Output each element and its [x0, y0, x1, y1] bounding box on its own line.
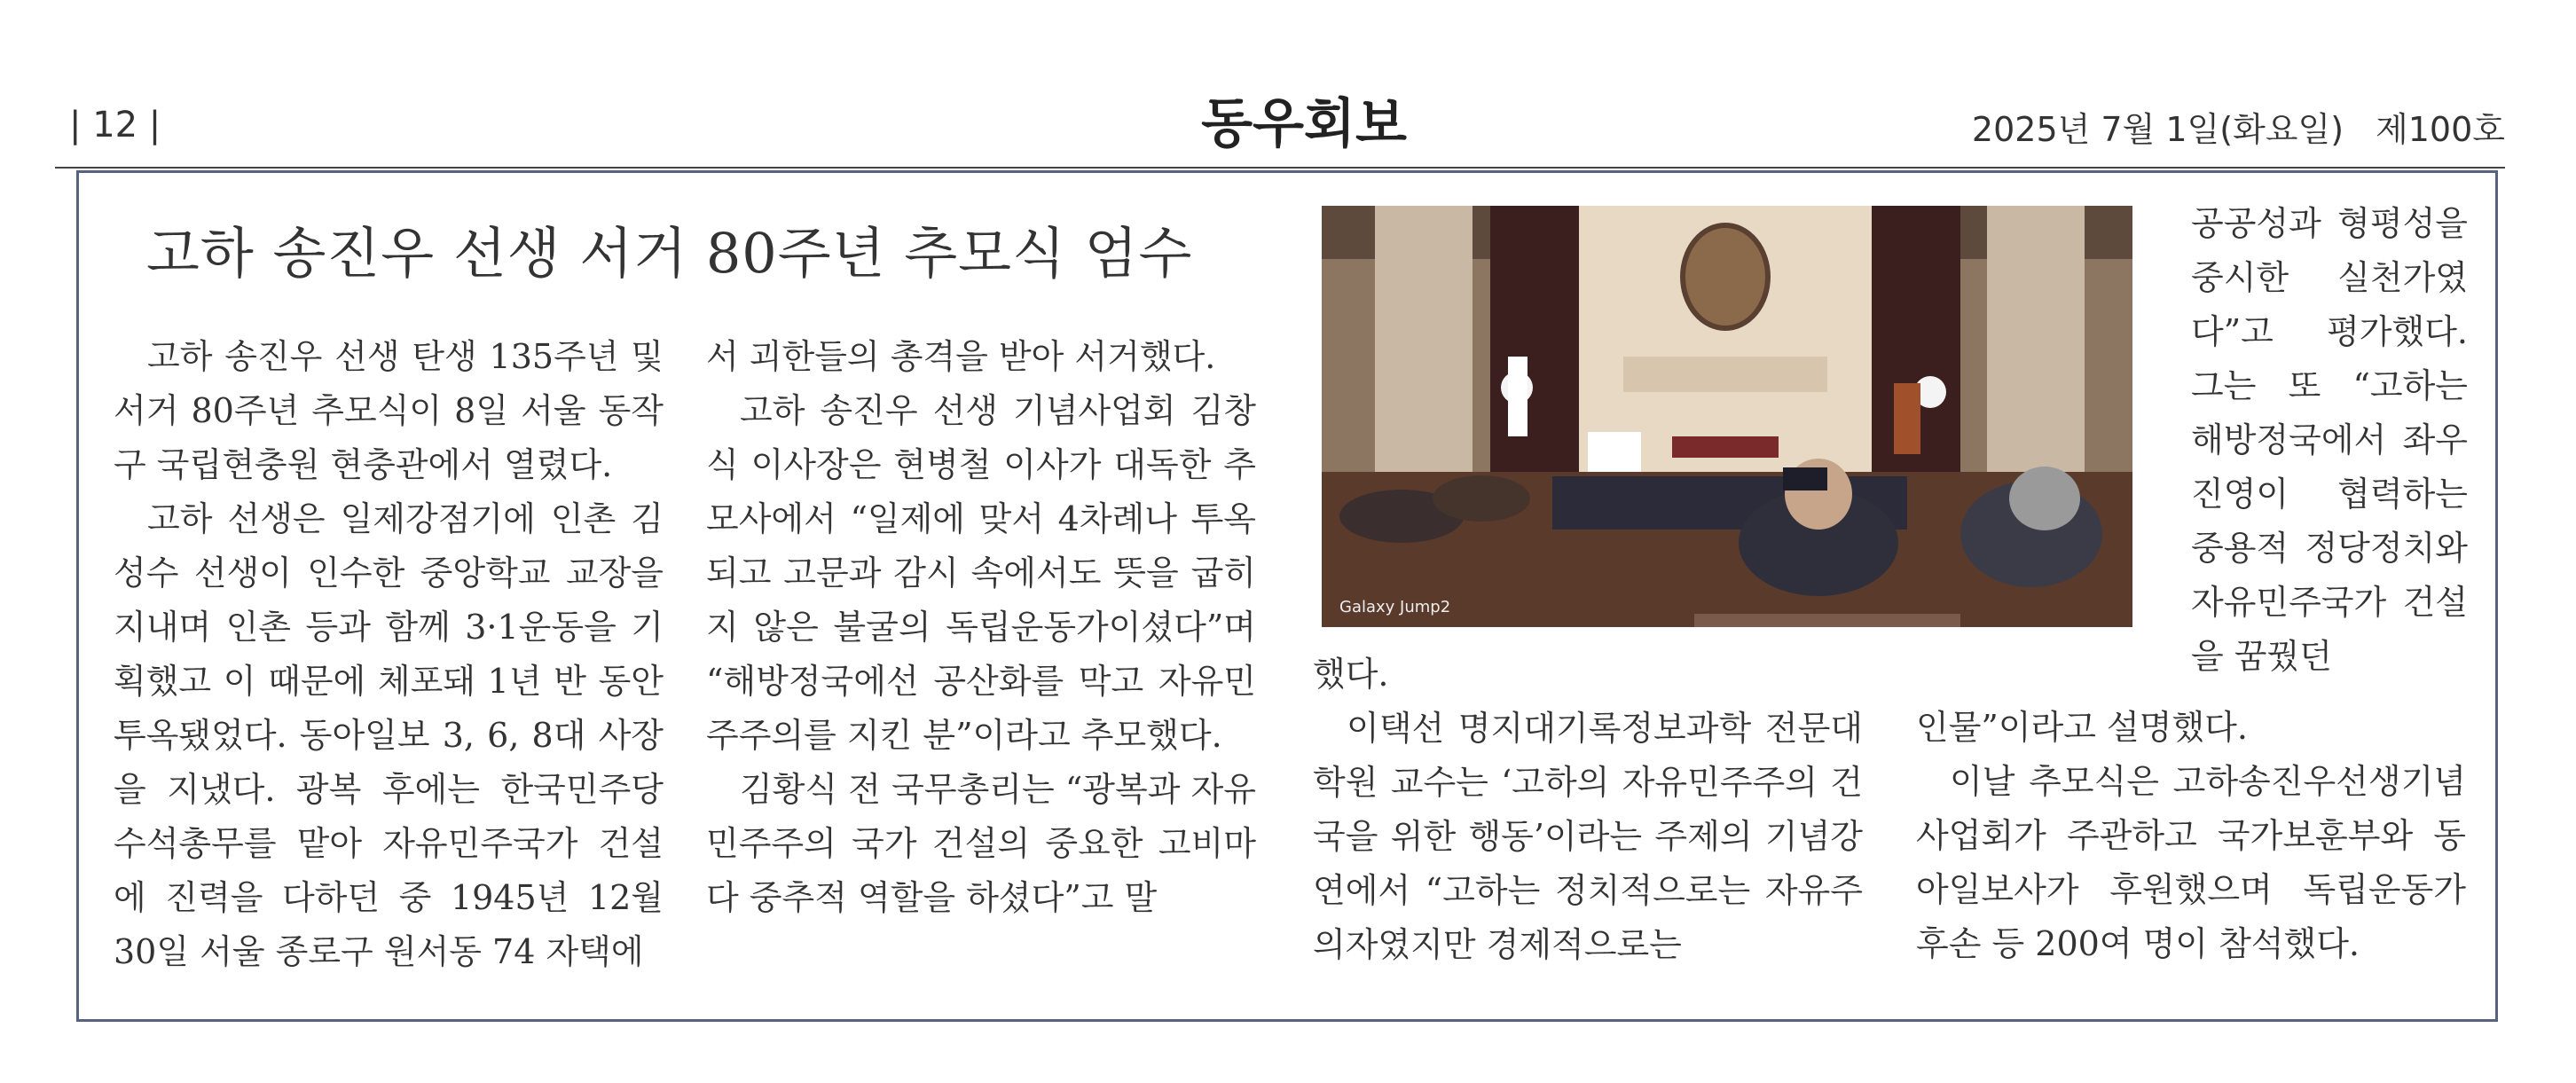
- article-headline: 고하 송진우 선생 서거 80주년 추모식 엄수: [146, 221, 1193, 286]
- article-column-4-top: [2191, 197, 2468, 684]
- ceremony-photo: [1322, 206, 2132, 627]
- paragraph: 김황식 전 국무총리는 “광복과 자유민주주의 국가 건설의 중요한 고비마다 중추적 역할을 하셨다”고 말: [706, 770, 1256, 917]
- paragraph: 이택선 명지대기록정보과학 전문대학원 교수는 ‘고하의 자유민주주의 건국을 위한 행동’이라는 주제의 기념강연에서 “고하는 정치적으로는 자유주의자였지만 경제적으로는: [1313, 709, 1863, 964]
- paragraph: 서 괴한들의 총격을 받아 서거했다.: [706, 337, 1216, 376]
- article-column-3: [1313, 647, 1863, 972]
- issue-date: 2025년 7월 1일(화요일): [1971, 110, 2344, 149]
- paragraph: 이날 추모식은 고하송진우선생기념사업회가 주관하고 국가보훈부와 동아일보사가 후원했으며 독립운동가 후손 등 200여 명이 참석했다.: [1916, 762, 2466, 963]
- issue-number: 제100호: [2376, 110, 2505, 149]
- paragraph: 고하 선생은 일제강점기에 인촌 김성수 선생이 인수한 중앙학교 교장을 지내며 인촌 등과 함께 3·1운동을 기획했고 이 때문에 체포돼 1년 반 동안 투옥됐었다. 동아일보 3, 6, 8대 사장을 지냈다. 광복 후에는 한국민주당 수석총무를 맡아 자유민주국가 건설에 진력을 다하던 중 1945년 12월 30일 서울 종로구 원서동 74 자택에: [114, 499, 664, 971]
- issue-info: [1972, 102, 2505, 151]
- header-rule: [55, 167, 2505, 169]
- article-column-2: [706, 330, 1256, 925]
- paragraph: 고하 송진우 선생 탄생 135주년 및 서거 80주년 추모식이 8일 서울 동작구 국립현충원 현충관에서 열렸다.: [114, 337, 664, 484]
- photo-watermark: Galaxy Jump2: [1339, 598, 1451, 616]
- paragraph: 고하 송진우 선생 기념사업회 김창식 이사장은 현병철 이사가 대독한 추모사에서 “일제에 맞서 4차례나 투옥되고 고문과 감시 속에서도 뜻을 굽히지 않은 불굴의 독립운동가이셨다”며 “해방정국에선 공산화를 막고 자유민주주의를 지킨 분”이라고 추모했다.: [706, 391, 1256, 755]
- ceremony-photo-illustration: [1322, 206, 2132, 627]
- paragraph: 했다.: [1313, 655, 1389, 694]
- paragraph: 공공성과 형평성을 중시한 실천가였다”고 평가했다. 그는 또 “고하는 해방정국에서 좌우진영이 협력하는 중용적 정당정치와 자유민주국가 건설을 꿈꿨던: [2191, 204, 2468, 676]
- article-column-4-bottom: [1916, 701, 2466, 971]
- article-column-1: [114, 330, 664, 979]
- paragraph: 인물”이라고 설명했다.: [1916, 708, 2248, 747]
- newspaper-title: 동우회보: [1201, 93, 1407, 155]
- page-number: | 12 |: [69, 105, 161, 145]
